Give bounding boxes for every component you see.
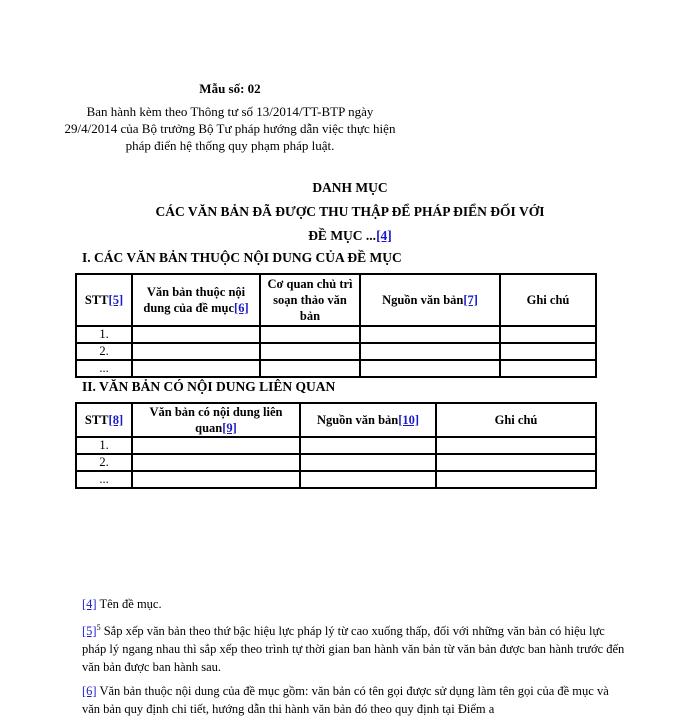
footnote-item: [4] Tên đề mục.: [82, 597, 162, 611]
row-number: 2.: [76, 454, 132, 471]
table-row: [76, 437, 596, 454]
s1-col-source: Nguồn văn bản[7]: [360, 274, 500, 326]
footnote-item: [6] Văn bản thuộc nội dung của đề mục gồm: văn bản có tên gọi được sử dụng làm tên gọi của đề mục và văn bản quy định chi tiết, hướng dẫn thi hành văn bản đó theo quy định tại Điểm a: [82, 684, 609, 717]
footnote-link-5[interactable]: [5]: [108, 293, 124, 307]
form-header: [60, 80, 400, 154]
s2-col-stt: STT[8]: [76, 403, 132, 437]
row-number: ...: [76, 360, 132, 377]
issued-by-text: Ban hành kèm theo Thông tư số 13/2014/TT-BTP ngày 29/4/2014 của Bộ trưởng Bộ Tư pháp hướng dẫn việc thực hiện pháp điển hệ thống quy phạm pháp luật.: [64, 104, 396, 153]
doc-title-line3: [80, 228, 620, 244]
s1-col-stt: STT[5]: [76, 274, 132, 326]
footnote-ref-6[interactable]: [6]: [82, 684, 97, 699]
form-number: Mẫu số: 02: [199, 81, 261, 96]
table-row: [76, 326, 596, 343]
footnote-link-8[interactable]: [8]: [108, 413, 124, 427]
footnote-link-4[interactable]: [4]: [376, 228, 392, 243]
table-row: [76, 471, 596, 488]
table-row: [76, 454, 596, 471]
section1-table: [75, 273, 597, 378]
section2-table: [75, 402, 597, 489]
s2-col-source: Nguồn văn bản[10]: [300, 403, 436, 437]
footnote-ref-4[interactable]: [4]: [82, 597, 97, 611]
doc-title-line3-text: ĐỀ MỤC ...: [308, 228, 377, 243]
row-number: ...: [76, 471, 132, 488]
footnote-link-7[interactable]: [7]: [463, 293, 478, 307]
footnote-ref-5[interactable]: [5]: [82, 624, 97, 639]
footnote-item: $[5]^5$ Sắp xếp văn bản theo thứ bậc hiệu lực pháp lý từ cao xuống thấp, đối với những văn bản có hiệu lực pháp lý ngang nhau thì sắp xếp theo trình tự thời gian ban hành văn bản từ văn bản được ban hành trước đến văn bản được ban hành sau.: [82, 623, 625, 675]
s1-col-notes: Ghi chú: [500, 274, 596, 326]
s2-col-document: Văn bản có nội dung liên quan[9]: [132, 403, 300, 437]
s1-col-document: Văn bản thuộc nội dung của đề mục[6]: [132, 274, 260, 326]
section1-heading: I. CÁC VĂN BẢN THUỘC NỘI DUNG CỦA ĐỀ MỤC: [82, 250, 402, 265]
s2-col-notes: Ghi chú: [436, 403, 596, 437]
s1-col-agency: Cơ quan chủ trì soạn thảo văn bản: [260, 274, 360, 326]
doc-title-line2: CÁC VĂN BẢN ĐÃ ĐƯỢC THU THẬP ĐỂ PHÁP ĐIỂN ĐỐI VỚI: [155, 204, 545, 219]
row-number: 1.: [76, 326, 132, 343]
section2-heading: II. VĂN BẢN CÓ NỘI DUNG LIÊN QUAN: [82, 379, 336, 394]
doc-title-line1: DANH MỤC: [312, 180, 388, 195]
table-row: [76, 360, 596, 377]
footnote-link-9[interactable]: [9]: [222, 421, 237, 435]
row-number: 1.: [76, 437, 132, 454]
footnotes: [82, 595, 627, 724]
footnote-link-10[interactable]: [10]: [398, 413, 420, 427]
row-number: 2.: [76, 343, 132, 360]
table-row: [76, 343, 596, 360]
footnote-link-6[interactable]: [6]: [234, 301, 249, 315]
footnote-sup: 5: [96, 623, 101, 632]
